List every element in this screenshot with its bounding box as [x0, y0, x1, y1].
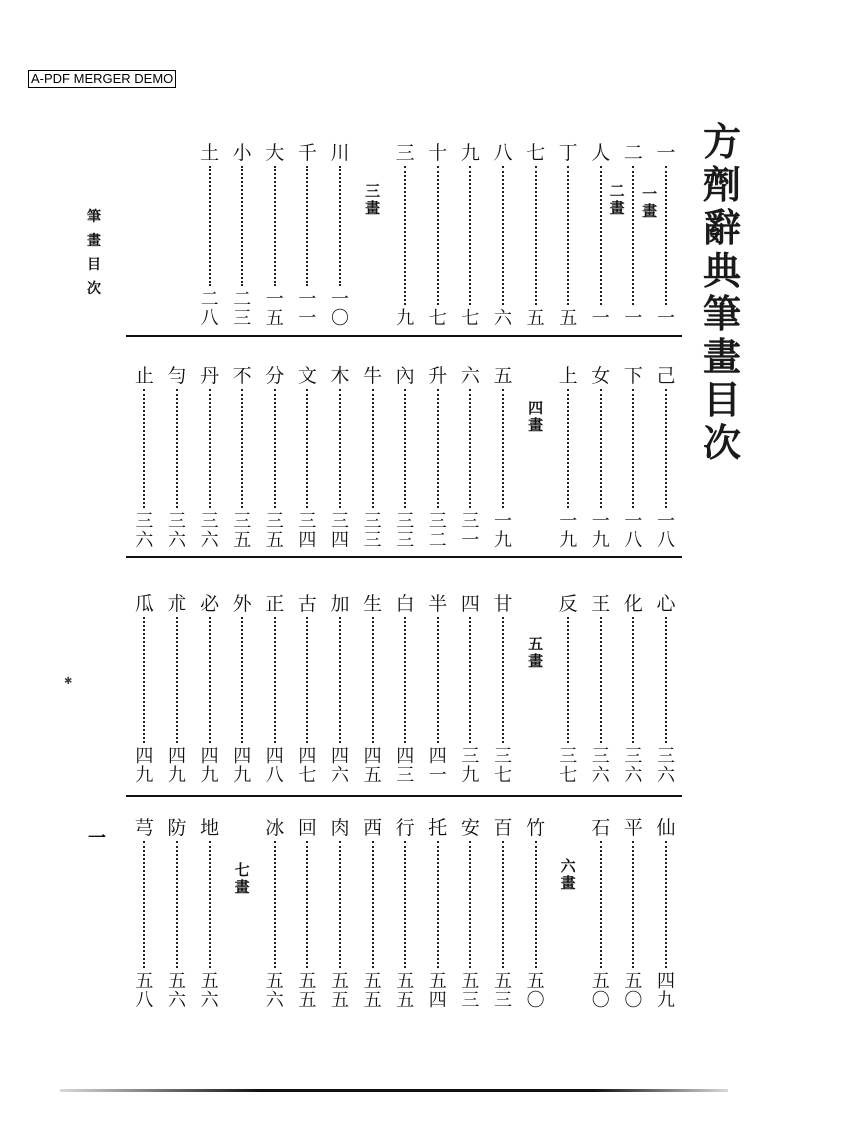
entry-character: 人: [591, 142, 611, 164]
book-title-char: 次: [702, 420, 741, 465]
toc-entry[interactable]: [262, 594, 288, 785]
dot-leader: [469, 389, 471, 508]
entry-character: 古: [297, 593, 317, 615]
toc-entry[interactable]: [620, 366, 646, 550]
entry-character: 五: [493, 365, 513, 387]
book-title-char: 劑: [702, 162, 741, 207]
entry-page-number: 五 八: [135, 971, 154, 1011]
toc-entry[interactable]: [588, 143, 614, 328]
entry-character: 四: [460, 593, 480, 615]
toc-entry[interactable]: [653, 366, 679, 550]
entry-character: 女: [591, 365, 611, 387]
toc-entry[interactable]: [360, 818, 386, 1010]
dot-leader: [632, 617, 634, 743]
entry-character: 八: [493, 142, 513, 164]
toc-entry[interactable]: [588, 594, 614, 785]
dot-leader: [404, 617, 406, 743]
entry-character: 川: [330, 142, 350, 164]
entry-page-number: 一 九: [591, 511, 610, 551]
entry-page-number: 三 五: [265, 511, 284, 551]
dot-leader: [209, 389, 211, 508]
entry-character: 七: [526, 142, 546, 164]
stroke-count-heading: 六 畫: [560, 857, 576, 892]
toc-entry[interactable]: [425, 594, 451, 785]
entry-page-number: 四 九: [135, 746, 154, 786]
entry-character: 一: [656, 142, 676, 164]
toc-entry[interactable]: [197, 366, 223, 550]
toc-entry[interactable]: [457, 594, 483, 785]
toc-entry[interactable]: [425, 143, 451, 328]
entry-character: 丁: [558, 142, 578, 164]
entry-page-number: 三 七: [559, 746, 578, 786]
dot-leader: [437, 617, 439, 743]
entry-character: 生: [363, 593, 383, 615]
toc-entry[interactable]: [490, 818, 516, 1010]
toc-entry[interactable]: [555, 143, 581, 328]
toc-entry[interactable]: [490, 594, 516, 785]
entry-character: 分: [265, 365, 285, 387]
scan-speck: ✱: [64, 676, 73, 687]
book-title-char: 筆: [702, 291, 741, 336]
entry-page-number: 三 六: [624, 746, 643, 786]
toc-entry[interactable]: [262, 143, 288, 328]
entry-page-number: 五 五: [363, 971, 382, 1011]
toc-entry[interactable]: [229, 594, 255, 785]
dot-leader: [372, 389, 374, 508]
stroke-count-heading: 三 畫: [365, 182, 381, 217]
dot-leader: [143, 617, 145, 743]
entry-page-number: 一: [624, 308, 643, 329]
toc-entry[interactable]: [229, 366, 255, 550]
entry-page-number: 五 六: [168, 971, 186, 1011]
stroke-count-heading: 一 畫: [642, 185, 658, 220]
dot-leader: [339, 841, 341, 968]
toc-entry[interactable]: [653, 143, 679, 328]
entry-character: 六: [460, 365, 480, 387]
dot-leader: [469, 617, 471, 743]
entry-page-number: 二 八: [200, 289, 219, 329]
entry-page-number: 九: [396, 308, 415, 329]
entry-character: 芎: [134, 817, 154, 839]
dot-leader: [632, 841, 634, 968]
toc-entry[interactable]: [620, 818, 646, 1010]
stroke-count-heading: 五 畫: [528, 635, 544, 670]
entry-character: 勻: [167, 365, 187, 387]
toc-entry[interactable]: [620, 143, 646, 328]
entry-character: 大: [265, 142, 285, 164]
dot-leader: [437, 166, 439, 305]
running-head-char: 畫: [87, 233, 101, 249]
entry-character: 反: [558, 593, 578, 615]
entry-character: 百: [493, 817, 513, 839]
entry-character: 冰: [265, 817, 285, 839]
entry-page-number: 七: [428, 308, 447, 329]
entry-character: 托: [428, 817, 448, 839]
entry-page-number: 五 〇: [624, 971, 643, 1011]
entry-page-number: 一: [657, 308, 675, 329]
dot-leader: [535, 841, 537, 968]
toc-entry[interactable]: [523, 818, 549, 1010]
entry-page-number: 一 八: [624, 511, 643, 551]
entry-page-number: 三 六: [200, 511, 219, 551]
toc-entry[interactable]: [360, 594, 386, 785]
toc-entry[interactable]: [327, 366, 353, 550]
entry-page-number: 四 三: [396, 746, 415, 786]
entry-page-number: 一 九: [559, 511, 578, 551]
entry-page-number: 三 七: [494, 746, 512, 786]
toc-entry[interactable]: [131, 594, 157, 785]
entry-page-number: 三 一: [461, 511, 480, 551]
entry-page-number: 四 八: [265, 746, 284, 786]
entry-page-number: 四 九: [657, 971, 675, 1011]
entry-page-number: 三 六: [168, 511, 186, 551]
entry-page-number: 一: [591, 308, 610, 329]
toc-entry[interactable]: [392, 366, 418, 550]
entry-character: 不: [232, 365, 252, 387]
entry-character: 安: [460, 817, 480, 839]
toc-entry[interactable]: [555, 594, 581, 785]
entry-character: 防: [167, 817, 187, 839]
book-title-char: 目: [702, 377, 741, 422]
entry-character: 白: [395, 593, 415, 615]
entry-character: 王: [591, 593, 611, 615]
dot-leader: [176, 389, 178, 508]
toc-entry[interactable]: [425, 366, 451, 550]
entry-character: 木: [330, 365, 350, 387]
entry-character: 石: [591, 817, 611, 839]
toc-entry[interactable]: [294, 143, 320, 328]
dot-leader: [241, 617, 243, 743]
entry-page-number: 二 三: [233, 289, 252, 329]
entry-character: 肉: [330, 817, 350, 839]
dot-leader: [567, 389, 569, 508]
dot-leader: [404, 389, 406, 508]
dot-leader: [632, 166, 634, 305]
dot-leader: [176, 617, 178, 743]
entry-character: 升: [428, 365, 448, 387]
toc-entry[interactable]: [294, 818, 320, 1010]
toc-entry[interactable]: [620, 594, 646, 785]
toc-entry[interactable]: [294, 594, 320, 785]
toc-entry[interactable]: [360, 366, 386, 550]
entry-page-number: 五 六: [200, 971, 219, 1011]
dot-leader: [372, 617, 374, 743]
dot-leader: [437, 389, 439, 508]
dot-leader: [502, 166, 504, 305]
book-title-char: 辭: [702, 205, 741, 250]
toc-entry[interactable]: [523, 143, 549, 328]
toc-entry[interactable]: [392, 594, 418, 785]
toc-entry[interactable]: [164, 818, 190, 1010]
entry-page-number: 三 九: [461, 746, 480, 786]
entry-page-number: 四 九: [200, 746, 219, 786]
entry-character: 下: [623, 365, 643, 387]
entry-character: 內: [395, 365, 415, 387]
running-head: [84, 205, 104, 301]
entry-character: 回: [297, 817, 317, 839]
toc-entry[interactable]: [392, 818, 418, 1010]
demo-watermark-label: A-PDF MERGER DEMO: [28, 70, 176, 88]
entry-page-number: 五 〇: [526, 971, 545, 1011]
entry-page-number: 三 六: [657, 746, 675, 786]
entry-character: 行: [395, 817, 415, 839]
entry-page-number: 四 七: [298, 746, 317, 786]
book-title-char: 方: [702, 119, 741, 164]
entry-page-number: 三 二: [428, 511, 447, 551]
dot-leader: [274, 166, 276, 286]
section-divider: [126, 795, 682, 797]
entry-character: 牛: [363, 365, 383, 387]
entry-page-number: 五: [526, 308, 545, 329]
entry-page-number: 五: [559, 308, 578, 329]
entry-character: 二: [623, 142, 643, 164]
toc-entry[interactable]: [588, 818, 614, 1010]
entry-page-number: 一 九: [494, 511, 512, 551]
entry-character: 必: [200, 593, 220, 615]
entry-page-number: 四 六: [331, 746, 349, 786]
toc-entry[interactable]: [425, 818, 451, 1010]
entry-page-number: 四 九: [168, 746, 186, 786]
dot-leader: [274, 389, 276, 508]
running-head-char: 筆: [87, 209, 101, 225]
section-divider: [126, 556, 682, 558]
entry-character: 千: [297, 142, 317, 164]
running-head-char: 目: [87, 257, 101, 273]
entry-character: 平: [623, 817, 643, 839]
dot-leader: [502, 617, 504, 743]
toc-entry[interactable]: [555, 366, 581, 550]
entry-page-number: 五 四: [428, 971, 447, 1011]
entry-character: 小: [232, 142, 252, 164]
running-head-char: 次: [87, 281, 101, 297]
entry-character: 半: [428, 593, 448, 615]
dot-leader: [339, 166, 341, 286]
toc-entry[interactable]: [229, 143, 255, 328]
toc-entry[interactable]: [392, 143, 418, 328]
dot-leader: [600, 166, 602, 305]
dot-leader: [143, 389, 145, 508]
entry-character: 仙: [656, 817, 676, 839]
dot-leader: [306, 841, 308, 968]
entry-character: 己: [656, 365, 676, 387]
dot-leader: [665, 841, 667, 968]
entry-character: 十: [428, 142, 448, 164]
entry-character: 地: [200, 817, 220, 839]
dot-leader: [437, 841, 439, 968]
dot-leader: [176, 841, 178, 968]
dot-leader: [404, 166, 406, 305]
dot-leader: [209, 617, 211, 743]
dot-leader: [274, 841, 276, 968]
entry-page-number: 一 五: [265, 289, 284, 329]
entry-character: 竹: [526, 817, 546, 839]
stroke-count-heading: 四 畫: [528, 399, 544, 434]
dot-leader: [339, 389, 341, 508]
entry-page-number: 三 六: [591, 746, 610, 786]
toc-entry[interactable]: [197, 818, 223, 1010]
toc-entry[interactable]: [653, 594, 679, 785]
entry-page-number: 五 〇: [591, 971, 610, 1011]
dot-leader: [209, 841, 211, 968]
entry-page-number: 三 四: [298, 511, 317, 551]
entry-page-number: 七: [461, 308, 480, 329]
toc-entry[interactable]: [131, 366, 157, 550]
entry-character: 正: [265, 593, 285, 615]
toc-entry[interactable]: [262, 818, 288, 1010]
dot-leader: [567, 166, 569, 305]
toc-entry[interactable]: [164, 594, 190, 785]
entry-character: 外: [232, 593, 252, 615]
entry-page-number: 五 三: [461, 971, 480, 1011]
dot-leader: [600, 841, 602, 968]
entry-character: 上: [558, 365, 578, 387]
entry-character: 西: [363, 817, 383, 839]
dot-leader: [665, 166, 667, 305]
stroke-count-heading: 七 畫: [234, 861, 250, 896]
toc-entry[interactable]: [490, 143, 516, 328]
dot-leader: [306, 617, 308, 743]
toc-entry[interactable]: [294, 366, 320, 550]
toc-entry[interactable]: [490, 366, 516, 550]
dot-leader: [600, 617, 602, 743]
entry-page-number: 四 五: [363, 746, 382, 786]
dot-leader: [241, 389, 243, 508]
toc-entry[interactable]: [327, 594, 353, 785]
toc-entry[interactable]: [457, 143, 483, 328]
dot-leader: [306, 166, 308, 286]
entry-page-number: 四 一: [428, 746, 447, 786]
entry-character: 心: [656, 593, 676, 615]
entry-character: 化: [623, 593, 643, 615]
entry-character: 文: [297, 365, 317, 387]
entry-character: 朮: [167, 593, 187, 615]
dot-leader: [209, 166, 211, 286]
toc-entry[interactable]: [197, 594, 223, 785]
dot-leader: [567, 617, 569, 743]
entry-page-number: 三 四: [331, 511, 349, 551]
entry-page-number: 五 六: [265, 971, 284, 1011]
toc-entry[interactable]: [131, 818, 157, 1010]
entry-character: 三: [395, 142, 415, 164]
book-title-char: 畫: [702, 334, 741, 379]
section-divider: [126, 335, 682, 337]
dot-leader: [404, 841, 406, 968]
dot-leader: [339, 617, 341, 743]
page-number: 一: [88, 828, 106, 849]
dot-leader: [632, 389, 634, 508]
entry-page-number: 三 五: [233, 511, 252, 551]
toc-entry[interactable]: [197, 143, 223, 328]
dot-leader: [372, 841, 374, 968]
bottom-rule: [60, 1089, 728, 1092]
entry-page-number: 一 一: [298, 289, 317, 329]
book-title: [700, 120, 744, 464]
dot-leader: [665, 389, 667, 508]
entry-page-number: 三 三: [363, 511, 382, 551]
toc-entry[interactable]: [327, 818, 353, 1010]
entry-character: 瓜: [134, 593, 154, 615]
dot-leader: [502, 841, 504, 968]
dot-leader: [502, 389, 504, 508]
toc-entry[interactable]: [457, 818, 483, 1010]
dot-leader: [469, 166, 471, 305]
dot-leader: [600, 389, 602, 508]
entry-character: 甘: [493, 593, 513, 615]
entry-page-number: 三 六: [135, 511, 154, 551]
entry-page-number: 三 三: [396, 511, 415, 551]
entry-page-number: 五 三: [494, 971, 512, 1011]
dot-leader: [665, 617, 667, 743]
dot-leader: [143, 841, 145, 968]
entry-character: 加: [330, 593, 350, 615]
entry-page-number: 五 五: [331, 971, 349, 1011]
entry-page-number: 五 五: [396, 971, 415, 1011]
entry-page-number: 五 五: [298, 971, 317, 1011]
entry-page-number: 一 八: [657, 511, 675, 551]
dot-leader: [274, 617, 276, 743]
entry-character: 土: [200, 142, 220, 164]
toc-entry[interactable]: [262, 366, 288, 550]
toc-entry[interactable]: [653, 818, 679, 1010]
entry-character: 九: [460, 142, 480, 164]
toc-entry[interactable]: [327, 143, 353, 328]
entry-character: 丹: [200, 365, 220, 387]
dot-leader: [535, 166, 537, 305]
dot-leader: [469, 841, 471, 968]
stroke-count-heading: 二 畫: [609, 182, 625, 217]
dot-leader: [241, 166, 243, 286]
toc-entry[interactable]: [164, 366, 190, 550]
dot-leader: [306, 389, 308, 508]
toc-entry[interactable]: [588, 366, 614, 550]
entry-page-number: 六: [494, 308, 512, 329]
book-title-char: 典: [702, 248, 741, 293]
entry-character: 止: [134, 365, 154, 387]
toc-entry[interactable]: [457, 366, 483, 550]
entry-page-number: 一 〇: [331, 289, 349, 329]
entry-page-number: 四 九: [233, 746, 252, 786]
